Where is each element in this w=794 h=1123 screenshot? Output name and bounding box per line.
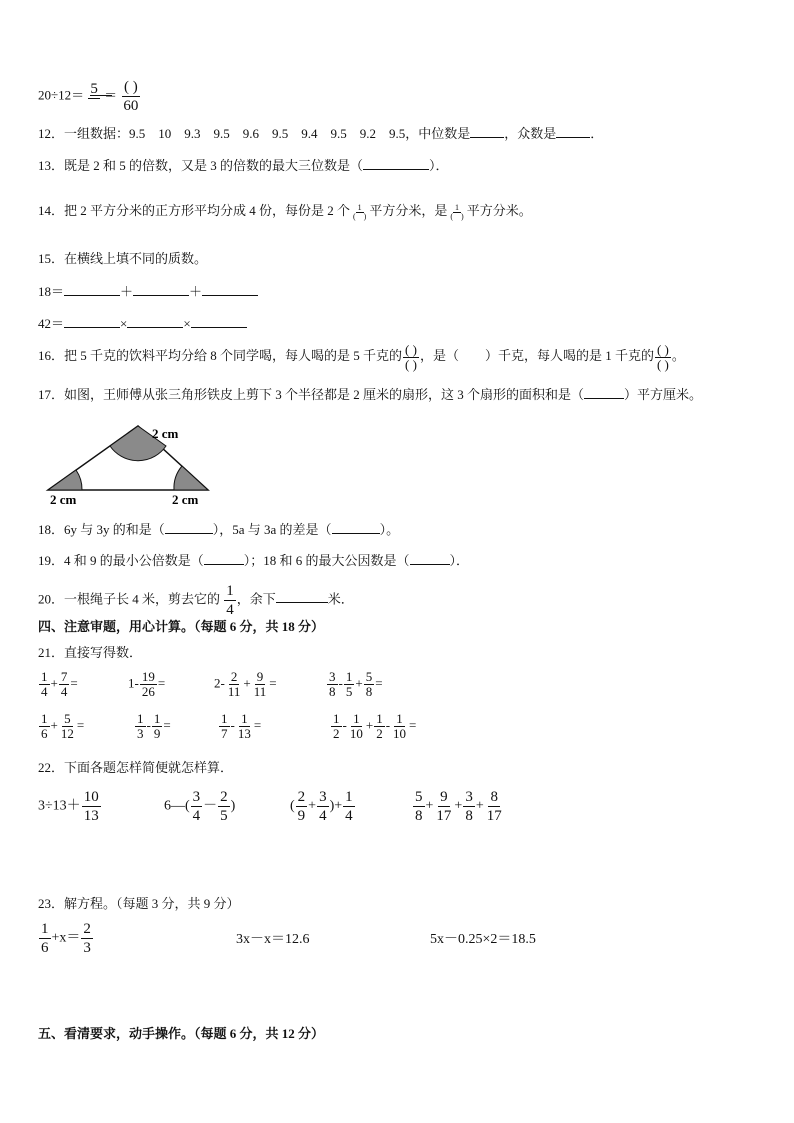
q15-blank-3[interactable] xyxy=(202,283,258,296)
right-sector xyxy=(174,466,208,490)
q13-blank[interactable] xyxy=(363,157,429,170)
q15-blank-2[interactable] xyxy=(133,283,189,296)
triangle-sector-figure xyxy=(38,418,218,508)
q16-fraction-b: ( ) ( ) xyxy=(656,341,669,372)
q15-blank-5[interactable] xyxy=(127,315,183,328)
q14-fraction-b: 1 ( ) xyxy=(450,202,464,221)
q12-blank-median[interactable] xyxy=(470,125,504,138)
q12-blank-mode[interactable] xyxy=(556,125,590,138)
question-12: 12．一组数据：9.5 10 9.3 9.5 9.6 9.5 9.4 9.5 9.2 9.5，中位数是 ，众数是 ． xyxy=(38,126,604,141)
label-top: 2 cm xyxy=(152,426,179,441)
question-11: 20÷12＝ 5 ＝ ( ) 60 xyxy=(38,79,139,114)
q19-blank-2[interactable] xyxy=(410,552,450,565)
q11-fraction-b: ( ) 60 xyxy=(123,79,139,114)
q18-blank-1[interactable] xyxy=(165,521,213,534)
question-13: 13．既是 2 和 5 的倍数，又是 3 的倍数的最大三位数是（ ）． xyxy=(38,158,449,173)
q15-line-42: 42＝ × × xyxy=(38,315,247,332)
q15-line-18: 18＝ ＋ ＋ xyxy=(38,283,258,300)
question-19: 19．4 和 9 的最小公倍数是（ ）；18 和 6 的最大公因数是（ ）． xyxy=(38,553,470,568)
section-5-title: 五、看清要求，动手操作。（每题 6 分，共 12 分） xyxy=(38,1026,325,1041)
question-18: 18．6y 与 3y 的和是（ ），5a 与 3a 的差是（ ）。 xyxy=(38,522,400,537)
label-right: 2 cm xyxy=(172,492,199,507)
question-23-title: 23．解方程。（每题 3 分，共 9 分） xyxy=(38,896,240,911)
question-20: 20．一根绳子长 4 米，剪去它的 $\frac{1}{4}$ ，余下 米． xyxy=(38,583,354,618)
section-4-title: 四、注意审题，用心计算。（每题 6 分，共 18 分） xyxy=(38,619,325,634)
q15-blank-6[interactable] xyxy=(191,315,247,328)
question-22-title: 22．下面各题怎样简便就怎样算． xyxy=(38,760,234,775)
q20-fraction: $\frac{1}{4}$ xyxy=(226,583,234,618)
q14-fraction-a: 1 ( ) xyxy=(353,202,367,221)
question-16: 16．把 5 千克的饮料平均分给 8 个同学喝，每人喝的是 5 千克的 ( ) ( ) ，是（ ）千克，每人喝的是 1 千克的 ( ) ( ) 。 xyxy=(38,341,685,372)
left-sector xyxy=(48,470,82,490)
q20-blank[interactable] xyxy=(276,590,328,603)
question-17: 17．如图，王师傅从张三角形铁皮上剪下 3 个半径都是 2 厘米的扇形，这 3 个扇形的面积和是（ ）平方厘米。 xyxy=(38,387,703,402)
q15-blank-1[interactable] xyxy=(64,283,120,296)
q18-blank-2[interactable] xyxy=(332,521,380,534)
question-14: 14．把 2 平方分米的正方形平均分成 4 份，每份是 2 个 1 ( ) 平方分米，是 1 ( ) 平方分米。 xyxy=(38,202,532,221)
q19-blank-1[interactable] xyxy=(204,552,244,565)
q16-fraction-a: ( ) ( ) xyxy=(405,341,417,372)
question-15: 15．在横线上填不同的质数。 xyxy=(38,251,208,266)
label-left: 2 cm xyxy=(50,492,77,507)
q17-blank[interactable] xyxy=(584,386,624,399)
q11-fraction-a: 5 xyxy=(90,81,98,97)
q15-blank-4[interactable] xyxy=(64,315,120,328)
question-21-title: 21．直接写得数． xyxy=(38,645,143,660)
q11-left: 20÷12＝ xyxy=(38,87,85,103)
